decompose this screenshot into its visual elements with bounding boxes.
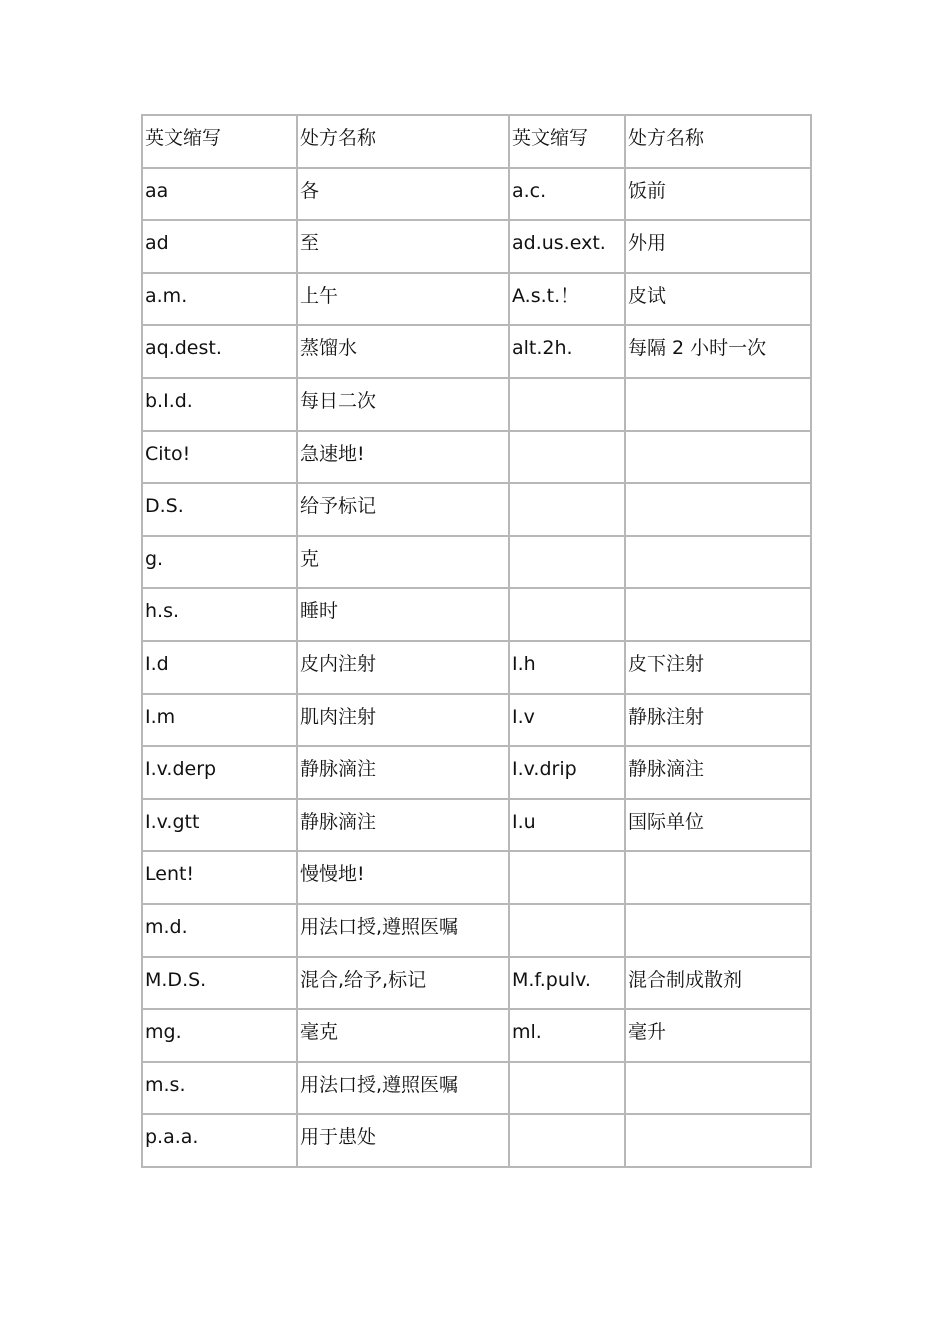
abbreviation-cell [509,220,625,273]
cell-text: mg. [145,1021,182,1044]
prescription-name-cell [625,273,811,326]
prescription-name-cell [297,431,509,484]
cell-text: ml. [512,1021,542,1044]
cell-text: aq.dest. [145,337,222,360]
cell-text: 用法口授,遵照医嘱 [300,915,459,938]
prescription-name-cell [297,220,509,273]
cell-text [512,589,624,602]
cell-text: I.v.drip [512,758,577,781]
cell-text: 国际单位 [628,810,705,833]
table-row [142,851,811,904]
abbreviation-cell [142,588,297,641]
prescription-name-cell [625,536,811,589]
header-cell-prescription-name: 处方名称 [625,115,811,168]
cell-text: 给予标记 [300,495,377,518]
abbreviation-cell [509,483,625,536]
table-row [142,273,811,326]
prescription-name-cell [297,588,509,641]
cell-text [512,905,624,918]
cell-text: Cito! [145,442,191,465]
abbreviation-cell [142,273,297,326]
prescription-name-cell [297,483,509,536]
cell-text: m.d. [145,915,188,938]
cell-text: 用法口授,遵照医嘱 [300,1073,459,1096]
abbreviation-cell [509,536,625,589]
cell-text: p.a.a. [145,1126,199,1149]
prescription-name-cell [297,536,509,589]
cell-text: h.s. [145,600,180,623]
prescription-name-cell [625,851,811,904]
abbreviation-cell [142,641,297,694]
prescription-name-cell [297,904,509,957]
cell-text: 皮下注射 [628,652,705,675]
prescription-name-cell [625,641,811,694]
table-header-row [142,115,811,168]
table-row [142,588,811,641]
table-row [142,1009,811,1062]
cell-text: 毫升 [628,1021,667,1044]
cell-text: I.h [512,652,536,675]
cell-text: 静脉滴注 [300,810,377,833]
cell-text: I.u [512,810,536,833]
abbreviation-cell [509,1062,625,1115]
cell-text: 睡时 [300,600,339,623]
table-row [142,957,811,1010]
prescription-name-cell [625,694,811,747]
prescription-name-cell [297,957,509,1010]
cell-text: 静脉滴注 [628,758,705,781]
abbreviation-cell [509,799,625,852]
prescription-name-cell [297,694,509,747]
cell-text: I.v.derp [145,758,217,781]
abbreviation-cell [142,431,297,484]
cell-text: a.m. [145,284,188,307]
cell-text: ad [145,232,169,255]
prescription-name-cell [625,325,811,378]
table-row [142,1062,811,1115]
prescription-name-cell [297,1062,509,1115]
cell-text [628,1115,810,1128]
cell-text: I.m [145,705,176,728]
table-row [142,168,811,221]
abbreviation-cell [509,378,625,431]
cell-text: 混合,给予,标记 [300,968,427,991]
cell-text: 混合制成散剂 [628,968,743,991]
table-row [142,799,811,852]
table-row [142,536,811,589]
table-row [142,483,811,536]
cell-text: 蒸馏水 [300,337,358,360]
cell-text: 上午 [300,284,339,307]
abbreviation-cell [509,325,625,378]
table-row [142,694,811,747]
cell-text [628,484,810,497]
table-row [142,325,811,378]
prescription-name-cell [625,1062,811,1115]
cell-text [512,1115,624,1128]
cell-text [628,905,810,918]
abbreviation-cell [142,799,297,852]
cell-text: M.f.pulv. [512,968,591,991]
prescription-name-cell [625,957,811,1010]
abbreviation-cell [142,694,297,747]
abbreviation-cell [509,168,625,221]
header-cell-abbreviation: 英文缩写 [509,115,625,168]
prescription-abbreviation-table [141,114,812,1168]
abbreviation-cell [142,1114,297,1167]
prescription-name-cell [625,168,811,221]
table-body [142,115,811,1167]
prescription-name-cell [625,483,811,536]
cell-text [512,1063,624,1076]
cell-text: 每日二次 [300,389,377,412]
cell-text [512,379,624,392]
abbreviation-cell [142,1009,297,1062]
abbreviation-cell [509,1114,625,1167]
cell-text: ad.us.ext. [512,232,606,255]
table-row [142,746,811,799]
prescription-name-cell [297,1114,509,1167]
prescription-name-cell [297,168,509,221]
cell-text [512,537,624,550]
cell-text: 毫克 [300,1021,339,1044]
cell-text: b.I.d. [145,389,193,412]
cell-text: alt.2h. [512,337,573,360]
prescription-name-cell [625,799,811,852]
cell-text: 用于患处 [300,1126,377,1149]
cell-text: 至 [300,232,320,255]
prescription-name-cell [625,1009,811,1062]
abbreviation-cell [142,168,297,221]
abbreviation-cell [509,431,625,484]
abbreviation-cell [509,588,625,641]
prescription-name-cell [297,746,509,799]
table-row [142,904,811,957]
cell-text: 急速地! [300,442,365,465]
abbreviation-cell [509,957,625,1010]
prescription-name-cell [625,588,811,641]
cell-text: a.c. [512,179,547,202]
prescription-name-cell [297,273,509,326]
cell-text [512,852,624,865]
table-row [142,1114,811,1167]
prescription-name-cell [297,378,509,431]
cell-text: 皮试 [628,284,667,307]
abbreviation-cell [142,1062,297,1115]
prescription-name-cell [297,851,509,904]
abbreviation-cell [509,641,625,694]
abbreviation-cell [509,851,625,904]
prescription-name-cell [625,431,811,484]
cell-text: M.D.S. [145,968,207,991]
cell-text: g. [145,547,164,570]
cell-text: 慢慢地! [300,863,365,886]
header-cell-prescription-name: 处方名称 [297,115,509,168]
prescription-name-cell [625,1114,811,1167]
cell-text [628,379,810,392]
abbreviation-cell [142,378,297,431]
cell-text: I.d [145,652,169,675]
cell-text: 静脉注射 [628,705,705,728]
cell-text: I.v.gtt [145,810,200,833]
cell-text [512,432,624,445]
cell-text: 肌肉注射 [300,705,377,728]
cell-text [628,852,810,865]
prescription-name-cell [297,641,509,694]
cell-text: 每隔 2 小时一次 [628,337,767,360]
abbreviation-cell [509,1009,625,1062]
abbreviation-cell [142,483,297,536]
cell-text [628,432,810,445]
prescription-name-cell [297,799,509,852]
cell-text: 克 [300,547,320,570]
abbreviation-cell [509,694,625,747]
table-row [142,641,811,694]
abbreviation-cell [142,957,297,1010]
abbreviation-cell [142,220,297,273]
cell-text: I.v [512,705,535,728]
abbreviation-cell [142,746,297,799]
cell-text: 皮内注射 [300,652,377,675]
abbreviation-cell [142,904,297,957]
cell-text: m.s. [145,1073,186,1096]
abbreviation-cell [509,746,625,799]
header-cell-abbreviation: 英文缩写 [142,115,297,168]
prescription-name-cell [625,378,811,431]
prescription-name-cell [625,904,811,957]
abbreviation-cell [142,851,297,904]
cell-text [628,589,810,602]
cell-text: 外用 [628,232,667,255]
cell-text [628,1063,810,1076]
prescription-name-cell [625,220,811,273]
table-row [142,220,811,273]
cell-text: A.s.t.！ [512,284,580,307]
cell-text [628,537,810,550]
table-row [142,378,811,431]
prescription-name-cell [297,1009,509,1062]
cell-text: D.S. [145,495,184,518]
abbreviation-cell [142,325,297,378]
cell-text: Lent! [145,863,195,886]
cell-text: 饭前 [628,179,667,202]
cell-text [512,484,624,497]
cell-text: 静脉滴注 [300,758,377,781]
abbreviation-cell [509,904,625,957]
abbreviation-cell [509,273,625,326]
cell-text: aa [145,179,169,202]
table-row [142,431,811,484]
abbreviation-cell [142,536,297,589]
prescription-name-cell [297,325,509,378]
cell-text: 各 [300,179,320,202]
prescription-name-cell [625,746,811,799]
